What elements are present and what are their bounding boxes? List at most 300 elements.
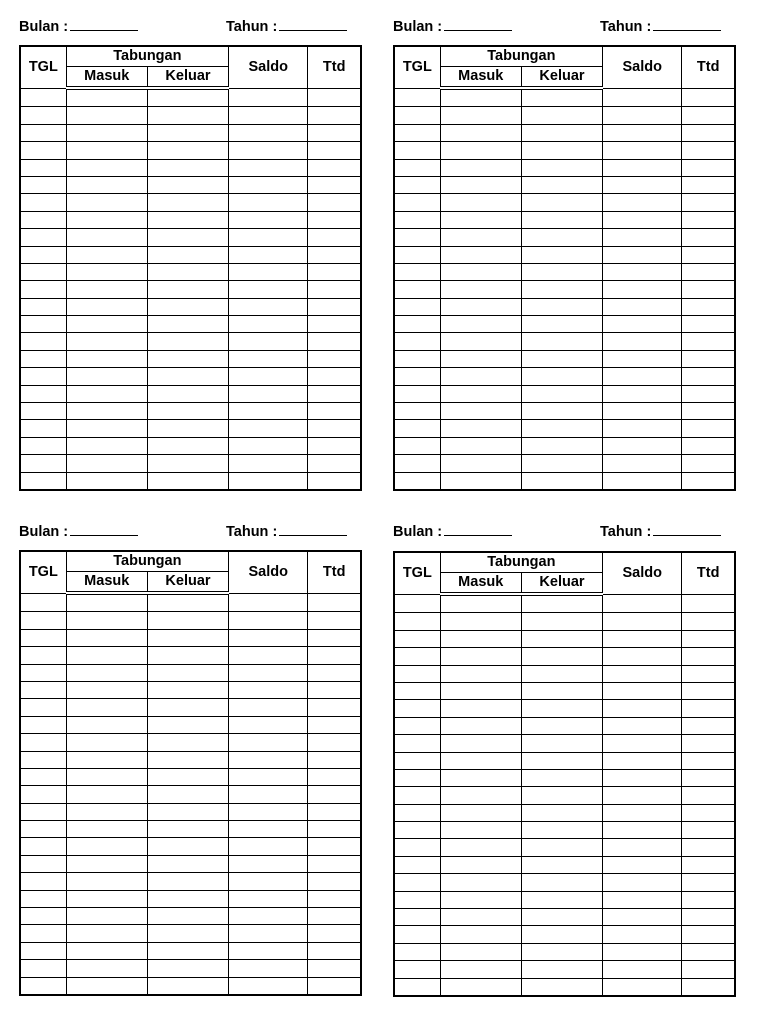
deposit-cell[interactable] xyxy=(440,822,521,839)
balance-cell[interactable] xyxy=(603,735,682,752)
deposit-cell[interactable] xyxy=(66,647,147,664)
deposit-cell[interactable] xyxy=(66,472,147,490)
deposit-cell[interactable] xyxy=(66,612,147,629)
deposit-cell[interactable] xyxy=(66,751,147,768)
date-cell[interactable] xyxy=(20,194,66,211)
date-cell[interactable] xyxy=(394,420,440,437)
balance-cell[interactable] xyxy=(229,333,308,350)
signature-cell[interactable] xyxy=(682,717,735,734)
balance-cell[interactable] xyxy=(229,350,308,367)
date-cell[interactable] xyxy=(394,735,440,752)
date-cell[interactable] xyxy=(394,246,440,263)
deposit-cell[interactable] xyxy=(66,107,147,124)
signature-cell[interactable] xyxy=(308,612,361,629)
balance-cell[interactable] xyxy=(603,472,682,490)
withdraw-cell[interactable] xyxy=(147,472,228,490)
date-cell[interactable] xyxy=(20,159,66,176)
balance-cell[interactable] xyxy=(603,804,682,821)
balance-cell[interactable] xyxy=(603,420,682,437)
signature-cell[interactable] xyxy=(308,716,361,733)
signature-cell[interactable] xyxy=(308,855,361,872)
deposit-cell[interactable] xyxy=(440,717,521,734)
withdraw-cell[interactable] xyxy=(147,716,228,733)
withdraw-cell[interactable] xyxy=(521,961,602,978)
signature-cell[interactable] xyxy=(682,159,735,176)
date-cell[interactable] xyxy=(394,159,440,176)
date-cell[interactable] xyxy=(394,769,440,786)
date-cell[interactable] xyxy=(20,281,66,298)
withdraw-cell[interactable] xyxy=(521,246,602,263)
date-cell[interactable] xyxy=(394,665,440,682)
date-cell[interactable] xyxy=(394,350,440,367)
deposit-cell[interactable] xyxy=(440,630,521,647)
deposit-cell[interactable] xyxy=(66,593,147,612)
date-cell[interactable] xyxy=(394,978,440,996)
deposit-cell[interactable] xyxy=(440,839,521,856)
withdraw-cell[interactable] xyxy=(521,909,602,926)
date-cell[interactable] xyxy=(20,176,66,193)
deposit-cell[interactable] xyxy=(440,350,521,367)
withdraw-cell[interactable] xyxy=(147,124,228,141)
signature-cell[interactable] xyxy=(308,246,361,263)
date-cell[interactable] xyxy=(394,211,440,228)
withdraw-cell[interactable] xyxy=(521,822,602,839)
date-cell[interactable] xyxy=(20,246,66,263)
signature-cell[interactable] xyxy=(308,647,361,664)
deposit-cell[interactable] xyxy=(440,472,521,490)
balance-cell[interactable] xyxy=(603,961,682,978)
deposit-cell[interactable] xyxy=(66,142,147,159)
signature-cell[interactable] xyxy=(682,804,735,821)
date-cell[interactable] xyxy=(394,839,440,856)
balance-cell[interactable] xyxy=(229,298,308,315)
withdraw-cell[interactable] xyxy=(521,211,602,228)
withdraw-cell[interactable] xyxy=(521,107,602,124)
withdraw-cell[interactable] xyxy=(147,333,228,350)
date-cell[interactable] xyxy=(20,803,66,820)
deposit-cell[interactable] xyxy=(66,716,147,733)
deposit-cell[interactable] xyxy=(66,124,147,141)
date-cell[interactable] xyxy=(394,385,440,402)
date-cell[interactable] xyxy=(394,107,440,124)
deposit-cell[interactable] xyxy=(440,246,521,263)
deposit-cell[interactable] xyxy=(440,787,521,804)
deposit-cell[interactable] xyxy=(66,821,147,838)
deposit-cell[interactable] xyxy=(440,88,521,107)
deposit-cell[interactable] xyxy=(440,159,521,176)
date-cell[interactable] xyxy=(20,455,66,472)
date-cell[interactable] xyxy=(394,700,440,717)
withdraw-cell[interactable] xyxy=(521,124,602,141)
balance-cell[interactable] xyxy=(229,316,308,333)
deposit-cell[interactable] xyxy=(66,298,147,315)
balance-cell[interactable] xyxy=(603,909,682,926)
withdraw-cell[interactable] xyxy=(521,298,602,315)
withdraw-cell[interactable] xyxy=(147,873,228,890)
signature-cell[interactable] xyxy=(308,368,361,385)
deposit-cell[interactable] xyxy=(440,804,521,821)
withdraw-cell[interactable] xyxy=(147,838,228,855)
balance-cell[interactable] xyxy=(229,281,308,298)
signature-cell[interactable] xyxy=(682,682,735,699)
balance-cell[interactable] xyxy=(603,769,682,786)
deposit-cell[interactable] xyxy=(440,752,521,769)
signature-cell[interactable] xyxy=(682,735,735,752)
date-cell[interactable] xyxy=(20,716,66,733)
deposit-cell[interactable] xyxy=(440,385,521,402)
deposit-cell[interactable] xyxy=(440,333,521,350)
withdraw-cell[interactable] xyxy=(147,751,228,768)
balance-cell[interactable] xyxy=(603,263,682,280)
signature-cell[interactable] xyxy=(682,769,735,786)
signature-cell[interactable] xyxy=(308,890,361,907)
withdraw-cell[interactable] xyxy=(521,804,602,821)
withdraw-cell[interactable] xyxy=(521,350,602,367)
signature-cell[interactable] xyxy=(308,768,361,785)
withdraw-cell[interactable] xyxy=(147,368,228,385)
balance-cell[interactable] xyxy=(603,943,682,960)
signature-cell[interactable] xyxy=(682,961,735,978)
date-cell[interactable] xyxy=(394,804,440,821)
deposit-cell[interactable] xyxy=(66,350,147,367)
date-cell[interactable] xyxy=(20,612,66,629)
balance-cell[interactable] xyxy=(603,246,682,263)
withdraw-cell[interactable] xyxy=(521,769,602,786)
balance-cell[interactable] xyxy=(229,768,308,785)
withdraw-cell[interactable] xyxy=(521,630,602,647)
signature-cell[interactable] xyxy=(682,787,735,804)
date-cell[interactable] xyxy=(394,682,440,699)
balance-cell[interactable] xyxy=(229,368,308,385)
withdraw-cell[interactable] xyxy=(147,647,228,664)
signature-cell[interactable] xyxy=(308,977,361,995)
deposit-cell[interactable] xyxy=(440,613,521,630)
signature-cell[interactable] xyxy=(308,786,361,803)
withdraw-cell[interactable] xyxy=(147,385,228,402)
signature-cell[interactable] xyxy=(682,822,735,839)
balance-cell[interactable] xyxy=(229,194,308,211)
date-cell[interactable] xyxy=(20,298,66,315)
withdraw-cell[interactable] xyxy=(521,735,602,752)
signature-cell[interactable] xyxy=(308,699,361,716)
deposit-cell[interactable] xyxy=(440,682,521,699)
withdraw-cell[interactable] xyxy=(521,926,602,943)
signature-cell[interactable] xyxy=(682,229,735,246)
deposit-cell[interactable] xyxy=(440,368,521,385)
signature-cell[interactable] xyxy=(308,960,361,977)
deposit-cell[interactable] xyxy=(440,124,521,141)
balance-cell[interactable] xyxy=(603,385,682,402)
withdraw-cell[interactable] xyxy=(521,787,602,804)
withdraw-cell[interactable] xyxy=(521,613,602,630)
signature-cell[interactable] xyxy=(682,909,735,926)
balance-cell[interactable] xyxy=(603,682,682,699)
balance-cell[interactable] xyxy=(229,734,308,751)
deposit-cell[interactable] xyxy=(440,891,521,908)
withdraw-cell[interactable] xyxy=(147,734,228,751)
date-cell[interactable] xyxy=(20,751,66,768)
signature-cell[interactable] xyxy=(682,246,735,263)
balance-cell[interactable] xyxy=(229,699,308,716)
withdraw-cell[interactable] xyxy=(147,960,228,977)
date-cell[interactable] xyxy=(20,699,66,716)
balance-cell[interactable] xyxy=(229,873,308,890)
date-cell[interactable] xyxy=(394,263,440,280)
deposit-cell[interactable] xyxy=(66,176,147,193)
date-cell[interactable] xyxy=(394,194,440,211)
balance-cell[interactable] xyxy=(603,194,682,211)
withdraw-cell[interactable] xyxy=(147,246,228,263)
deposit-cell[interactable] xyxy=(66,629,147,646)
signature-cell[interactable] xyxy=(308,455,361,472)
signature-cell[interactable] xyxy=(682,437,735,454)
deposit-cell[interactable] xyxy=(66,925,147,942)
withdraw-cell[interactable] xyxy=(521,229,602,246)
deposit-cell[interactable] xyxy=(440,281,521,298)
withdraw-cell[interactable] xyxy=(521,752,602,769)
signature-cell[interactable] xyxy=(308,124,361,141)
withdraw-cell[interactable] xyxy=(147,437,228,454)
deposit-cell[interactable] xyxy=(66,786,147,803)
balance-cell[interactable] xyxy=(229,786,308,803)
balance-cell[interactable] xyxy=(603,229,682,246)
deposit-cell[interactable] xyxy=(440,700,521,717)
date-cell[interactable] xyxy=(20,124,66,141)
signature-cell[interactable] xyxy=(308,629,361,646)
withdraw-cell[interactable] xyxy=(521,978,602,996)
signature-cell[interactable] xyxy=(308,908,361,925)
deposit-cell[interactable] xyxy=(440,437,521,454)
date-cell[interactable] xyxy=(20,403,66,420)
date-cell[interactable] xyxy=(394,316,440,333)
signature-cell[interactable] xyxy=(308,593,361,612)
signature-cell[interactable] xyxy=(682,124,735,141)
balance-cell[interactable] xyxy=(603,648,682,665)
date-cell[interactable] xyxy=(20,681,66,698)
date-cell[interactable] xyxy=(394,891,440,908)
signature-cell[interactable] xyxy=(308,316,361,333)
signature-cell[interactable] xyxy=(308,263,361,280)
balance-cell[interactable] xyxy=(229,629,308,646)
signature-cell[interactable] xyxy=(682,350,735,367)
date-cell[interactable] xyxy=(20,647,66,664)
deposit-cell[interactable] xyxy=(440,176,521,193)
balance-cell[interactable] xyxy=(229,612,308,629)
withdraw-cell[interactable] xyxy=(521,648,602,665)
withdraw-cell[interactable] xyxy=(147,316,228,333)
withdraw-cell[interactable] xyxy=(147,699,228,716)
deposit-cell[interactable] xyxy=(440,594,521,613)
withdraw-cell[interactable] xyxy=(147,298,228,315)
signature-cell[interactable] xyxy=(682,926,735,943)
withdraw-cell[interactable] xyxy=(521,142,602,159)
signature-cell[interactable] xyxy=(682,316,735,333)
deposit-cell[interactable] xyxy=(66,88,147,107)
date-cell[interactable] xyxy=(394,822,440,839)
balance-cell[interactable] xyxy=(603,368,682,385)
balance-cell[interactable] xyxy=(229,88,308,107)
signature-cell[interactable] xyxy=(308,420,361,437)
signature-cell[interactable] xyxy=(308,229,361,246)
balance-cell[interactable] xyxy=(603,839,682,856)
deposit-cell[interactable] xyxy=(66,855,147,872)
withdraw-cell[interactable] xyxy=(147,925,228,942)
date-cell[interactable] xyxy=(20,333,66,350)
balance-cell[interactable] xyxy=(229,107,308,124)
date-cell[interactable] xyxy=(20,734,66,751)
signature-cell[interactable] xyxy=(682,856,735,873)
withdraw-cell[interactable] xyxy=(521,594,602,613)
withdraw-cell[interactable] xyxy=(521,333,602,350)
signature-cell[interactable] xyxy=(682,142,735,159)
date-cell[interactable] xyxy=(20,768,66,785)
withdraw-cell[interactable] xyxy=(521,176,602,193)
deposit-cell[interactable] xyxy=(66,768,147,785)
deposit-cell[interactable] xyxy=(66,664,147,681)
signature-cell[interactable] xyxy=(308,350,361,367)
signature-cell[interactable] xyxy=(308,821,361,838)
balance-cell[interactable] xyxy=(603,403,682,420)
withdraw-cell[interactable] xyxy=(521,874,602,891)
withdraw-cell[interactable] xyxy=(147,629,228,646)
balance-cell[interactable] xyxy=(229,159,308,176)
signature-cell[interactable] xyxy=(682,368,735,385)
deposit-cell[interactable] xyxy=(440,943,521,960)
date-cell[interactable] xyxy=(394,403,440,420)
balance-cell[interactable] xyxy=(603,822,682,839)
balance-cell[interactable] xyxy=(229,437,308,454)
date-cell[interactable] xyxy=(394,298,440,315)
signature-cell[interactable] xyxy=(308,472,361,490)
withdraw-cell[interactable] xyxy=(521,472,602,490)
withdraw-cell[interactable] xyxy=(147,942,228,959)
signature-cell[interactable] xyxy=(308,437,361,454)
balance-cell[interactable] xyxy=(229,751,308,768)
balance-cell[interactable] xyxy=(229,855,308,872)
deposit-cell[interactable] xyxy=(440,403,521,420)
withdraw-cell[interactable] xyxy=(521,159,602,176)
deposit-cell[interactable] xyxy=(440,961,521,978)
balance-cell[interactable] xyxy=(229,647,308,664)
balance-cell[interactable] xyxy=(229,593,308,612)
deposit-cell[interactable] xyxy=(66,908,147,925)
date-cell[interactable] xyxy=(20,925,66,942)
withdraw-cell[interactable] xyxy=(521,403,602,420)
withdraw-cell[interactable] xyxy=(521,717,602,734)
withdraw-cell[interactable] xyxy=(521,194,602,211)
withdraw-cell[interactable] xyxy=(521,385,602,402)
withdraw-cell[interactable] xyxy=(521,839,602,856)
signature-cell[interactable] xyxy=(682,594,735,613)
date-cell[interactable] xyxy=(20,873,66,890)
deposit-cell[interactable] xyxy=(440,926,521,943)
deposit-cell[interactable] xyxy=(66,194,147,211)
deposit-cell[interactable] xyxy=(66,420,147,437)
signature-cell[interactable] xyxy=(682,839,735,856)
signature-cell[interactable] xyxy=(682,403,735,420)
signature-cell[interactable] xyxy=(682,472,735,490)
signature-cell[interactable] xyxy=(682,281,735,298)
signature-cell[interactable] xyxy=(308,176,361,193)
balance-cell[interactable] xyxy=(603,281,682,298)
signature-cell[interactable] xyxy=(308,838,361,855)
date-cell[interactable] xyxy=(394,787,440,804)
date-cell[interactable] xyxy=(394,368,440,385)
balance-cell[interactable] xyxy=(229,716,308,733)
deposit-cell[interactable] xyxy=(440,978,521,996)
signature-cell[interactable] xyxy=(308,298,361,315)
signature-cell[interactable] xyxy=(308,385,361,402)
deposit-cell[interactable] xyxy=(440,420,521,437)
withdraw-cell[interactable] xyxy=(147,194,228,211)
deposit-cell[interactable] xyxy=(66,211,147,228)
date-cell[interactable] xyxy=(394,943,440,960)
date-cell[interactable] xyxy=(20,385,66,402)
balance-cell[interactable] xyxy=(603,787,682,804)
signature-cell[interactable] xyxy=(682,700,735,717)
balance-cell[interactable] xyxy=(229,942,308,959)
withdraw-cell[interactable] xyxy=(147,107,228,124)
withdraw-cell[interactable] xyxy=(147,977,228,995)
date-cell[interactable] xyxy=(394,717,440,734)
signature-cell[interactable] xyxy=(682,874,735,891)
date-cell[interactable] xyxy=(20,107,66,124)
date-cell[interactable] xyxy=(20,350,66,367)
withdraw-cell[interactable] xyxy=(147,768,228,785)
date-cell[interactable] xyxy=(394,594,440,613)
balance-cell[interactable] xyxy=(229,229,308,246)
date-cell[interactable] xyxy=(394,142,440,159)
signature-cell[interactable] xyxy=(682,107,735,124)
date-cell[interactable] xyxy=(394,281,440,298)
signature-cell[interactable] xyxy=(682,752,735,769)
date-cell[interactable] xyxy=(20,437,66,454)
balance-cell[interactable] xyxy=(603,665,682,682)
signature-cell[interactable] xyxy=(682,455,735,472)
withdraw-cell[interactable] xyxy=(521,263,602,280)
date-cell[interactable] xyxy=(20,786,66,803)
date-cell[interactable] xyxy=(20,142,66,159)
withdraw-cell[interactable] xyxy=(521,437,602,454)
deposit-cell[interactable] xyxy=(66,437,147,454)
deposit-cell[interactable] xyxy=(440,263,521,280)
deposit-cell[interactable] xyxy=(440,909,521,926)
deposit-cell[interactable] xyxy=(66,316,147,333)
balance-cell[interactable] xyxy=(603,874,682,891)
signature-cell[interactable] xyxy=(308,681,361,698)
date-cell[interactable] xyxy=(394,630,440,647)
signature-cell[interactable] xyxy=(308,403,361,420)
date-cell[interactable] xyxy=(394,926,440,943)
balance-cell[interactable] xyxy=(229,176,308,193)
withdraw-cell[interactable] xyxy=(147,211,228,228)
date-cell[interactable] xyxy=(394,874,440,891)
signature-cell[interactable] xyxy=(308,107,361,124)
signature-cell[interactable] xyxy=(682,613,735,630)
withdraw-cell[interactable] xyxy=(521,455,602,472)
balance-cell[interactable] xyxy=(603,350,682,367)
balance-cell[interactable] xyxy=(603,88,682,107)
signature-cell[interactable] xyxy=(308,664,361,681)
withdraw-cell[interactable] xyxy=(147,681,228,698)
signature-cell[interactable] xyxy=(682,891,735,908)
signature-cell[interactable] xyxy=(682,298,735,315)
withdraw-cell[interactable] xyxy=(147,593,228,612)
deposit-cell[interactable] xyxy=(66,263,147,280)
withdraw-cell[interactable] xyxy=(147,455,228,472)
deposit-cell[interactable] xyxy=(66,873,147,890)
signature-cell[interactable] xyxy=(308,751,361,768)
